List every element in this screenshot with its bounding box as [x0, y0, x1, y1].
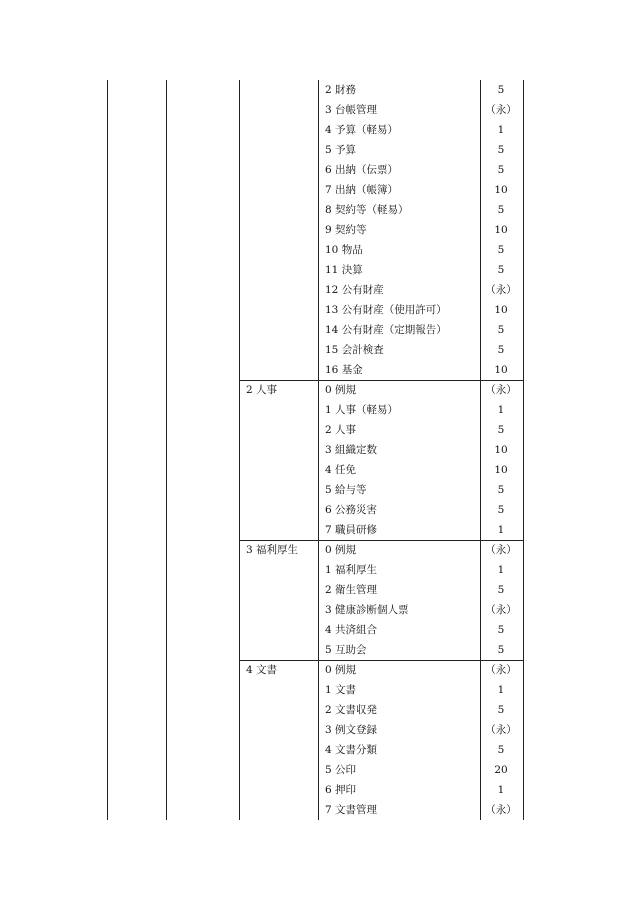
column-rule: [166, 80, 167, 820]
retention-period: 1: [497, 784, 505, 796]
retention-period: 1: [497, 564, 505, 576]
item-label: 3 台帳管理: [325, 104, 378, 116]
item-label: 12 公有財産: [325, 284, 384, 296]
retention-period: （永）: [485, 284, 517, 296]
item-label: 14 公有財産（定期報告）: [325, 324, 447, 336]
item-label: 9 契約等: [325, 224, 367, 236]
column-rule: [107, 80, 108, 820]
item-label: 7 職員研修: [325, 524, 378, 536]
item-label: 0 例規: [325, 384, 357, 396]
retention-period: 5: [497, 584, 505, 596]
item-label: 4 共済組合: [325, 624, 378, 636]
retention-period: 1: [497, 404, 505, 416]
retention-period: 5: [497, 624, 505, 636]
retention-period: 5: [497, 424, 505, 436]
group-separator: [239, 540, 524, 541]
item-label: 6 押印: [325, 784, 357, 796]
retention-period: 5: [497, 484, 505, 496]
item-label: 2 人事: [325, 424, 357, 436]
item-label: 0 例規: [325, 664, 357, 676]
retention-period: （永）: [485, 604, 517, 616]
retention-period: 5: [497, 244, 505, 256]
item-label: 15 会計検査: [325, 344, 384, 356]
item-label: 6 公務災害: [325, 504, 378, 516]
retention-period: 5: [497, 744, 505, 756]
retention-period: 10: [494, 224, 508, 236]
column-rule: [318, 80, 319, 820]
group-separator: [239, 380, 524, 381]
retention-period: 5: [497, 504, 505, 516]
retention-period: 5: [497, 644, 505, 656]
retention-period: （永）: [485, 804, 517, 816]
category-label: 2 人事: [246, 384, 278, 396]
item-label: 3 例文登録: [325, 724, 378, 736]
retention-period: （永）: [485, 384, 517, 396]
retention-period: （永）: [485, 104, 517, 116]
item-label: 7 文書管理: [325, 804, 378, 816]
item-label: 5 互助会: [325, 644, 367, 656]
retention-period: 1: [497, 684, 505, 696]
item-label: 5 給与等: [325, 484, 367, 496]
retention-period: （永）: [485, 544, 517, 556]
retention-period: 5: [497, 84, 505, 96]
column-rule: [239, 80, 240, 820]
retention-period: 10: [494, 464, 508, 476]
item-label: 3 健康診断個人票: [325, 604, 409, 616]
retention-period: 5: [497, 164, 505, 176]
retention-period: 10: [494, 304, 508, 316]
retention-period: 10: [494, 184, 508, 196]
item-label: 1 文書: [325, 684, 357, 696]
retention-period: 5: [497, 204, 505, 216]
retention-period: 5: [497, 704, 505, 716]
group-separator: [239, 660, 524, 661]
item-label: 16 基金: [325, 364, 363, 376]
item-label: 7 出納（帳簿）: [325, 184, 399, 196]
item-label: 0 例規: [325, 544, 357, 556]
column-rule: [523, 80, 524, 820]
retention-period: 5: [497, 324, 505, 336]
item-label: 11 決算: [325, 264, 363, 276]
item-label: 6 出納（伝票）: [325, 164, 399, 176]
item-label: 3 組織定数: [325, 444, 378, 456]
item-label: 2 衛生管理: [325, 584, 378, 596]
item-label: 2 財務: [325, 84, 357, 96]
retention-period: 20: [494, 764, 508, 776]
retention-period: 5: [497, 264, 505, 276]
item-label: 10 物品: [325, 244, 363, 256]
retention-period: （永）: [485, 664, 517, 676]
item-label: 5 予算: [325, 144, 357, 156]
item-label: 1 福利厚生: [325, 564, 378, 576]
item-label: 2 文書収発: [325, 704, 378, 716]
item-label: 5 公印: [325, 764, 357, 776]
category-label: 4 文書: [246, 664, 278, 676]
retention-period: 5: [497, 144, 505, 156]
item-label: 13 公有財産（使用許可）: [325, 304, 447, 316]
retention-period: 10: [494, 444, 508, 456]
retention-period: 5: [497, 344, 505, 356]
retention-period: 1: [497, 524, 505, 536]
item-label: 8 契約等（軽易）: [325, 204, 409, 216]
retention-period: 10: [494, 364, 508, 376]
category-label: 3 福利厚生: [246, 544, 299, 556]
item-label: 1 人事（軽易）: [325, 404, 399, 416]
retention-period: （永）: [485, 724, 517, 736]
item-label: 4 任免: [325, 464, 357, 476]
item-label: 4 予算（軽易）: [325, 124, 399, 136]
item-label: 4 文書分類: [325, 744, 378, 756]
retention-period: 1: [497, 124, 505, 136]
